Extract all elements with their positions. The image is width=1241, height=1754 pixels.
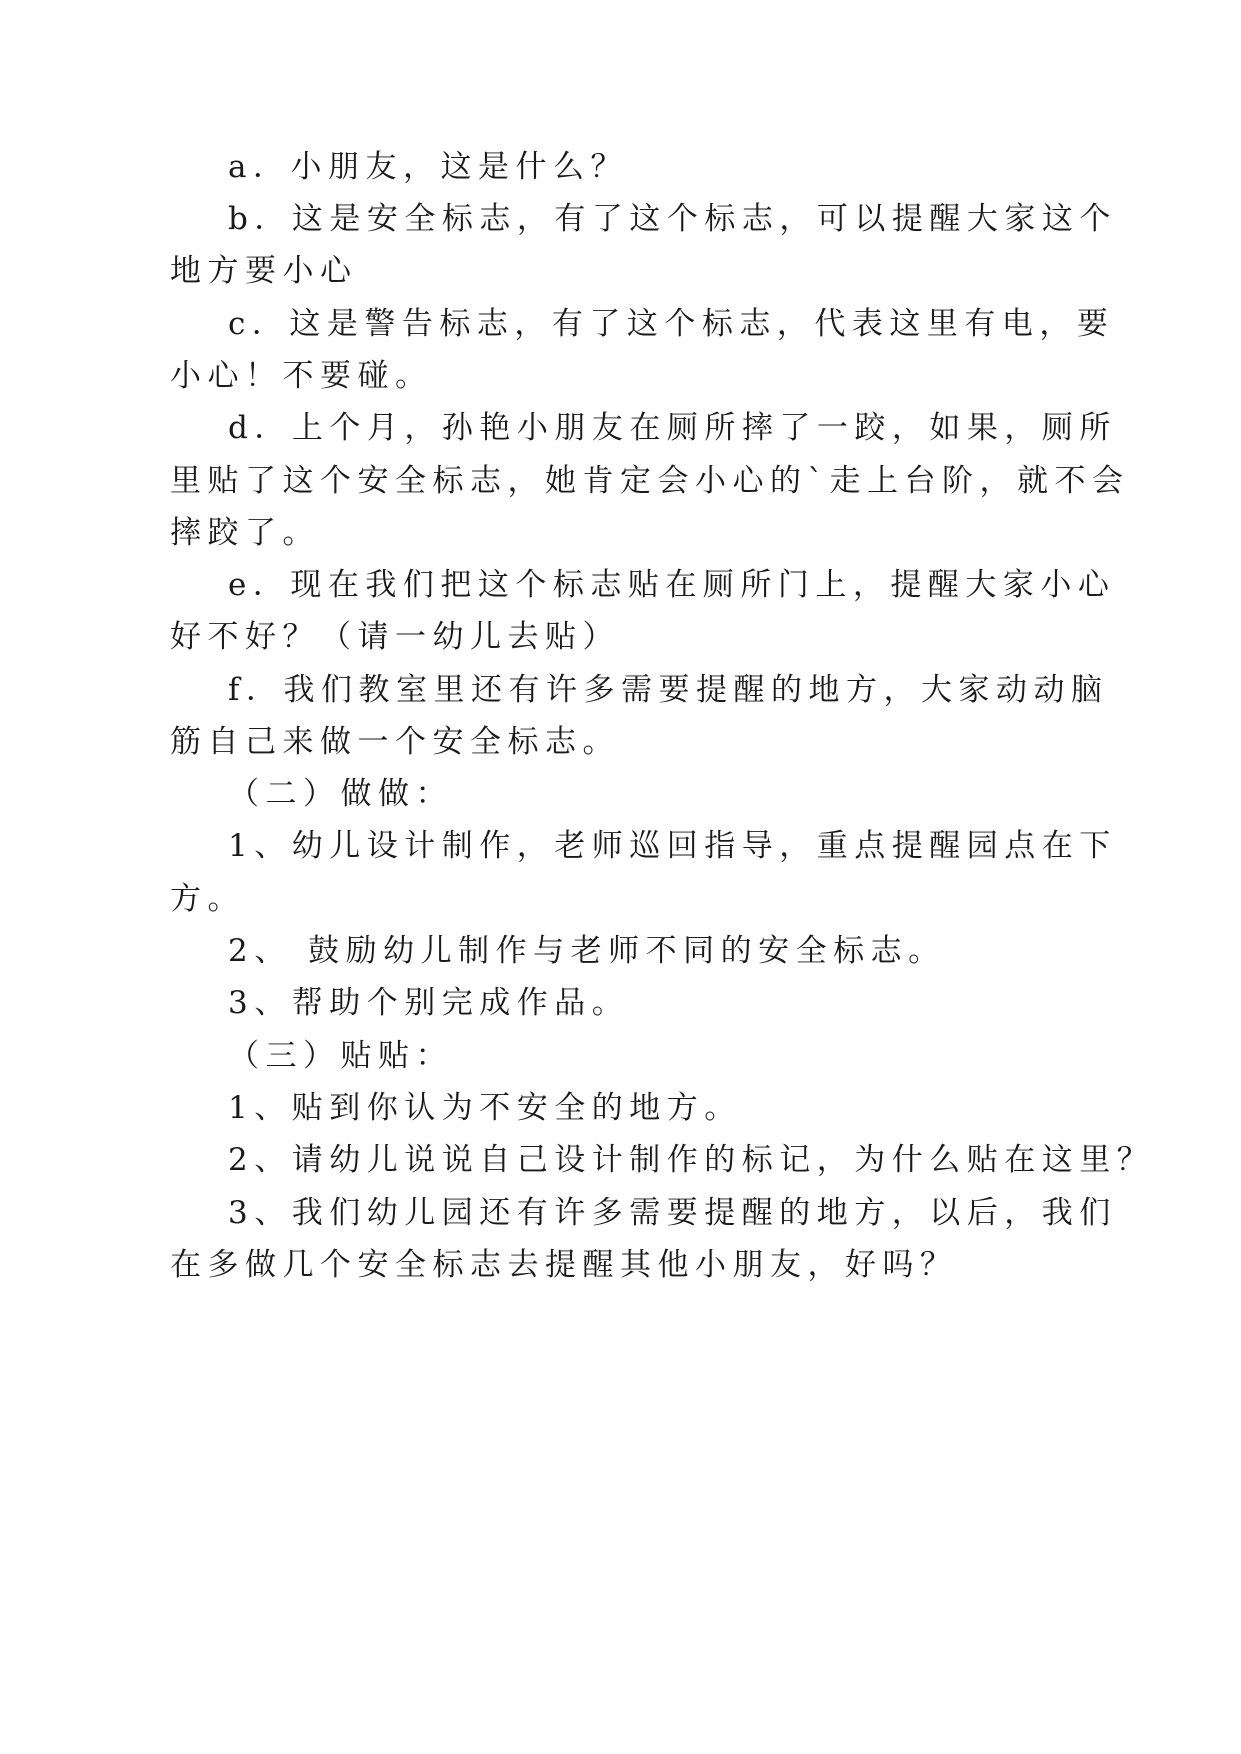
step-3-3-line-1: 3、我们幼儿园还有许多需要提醒的地方，以后，我们: [228, 1195, 1117, 1231]
paragraph-d-line-2: 里贴了这个安全标志，她肯定会小心的`走上台阶，就不会: [170, 463, 1130, 499]
paragraph-f-line-1: f．我们教室里还有许多需要提醒的地方，大家动动脑: [228, 672, 1109, 708]
step-2-1-line-1: 1、幼儿设计制作，老师巡回指导，重点提醒园点在下: [228, 828, 1117, 864]
step-2-2: 2、 鼓励幼儿制作与老师不同的安全标志。: [228, 933, 946, 969]
paragraph-f-line-2: 筋自己来做一个安全标志。: [170, 724, 620, 760]
paragraph-c-line-2: 小心！不要碰。: [170, 358, 433, 394]
paragraph-d-line-3: 摔跤了。: [170, 515, 320, 551]
paragraph-c-line-1: c．这是警告标志，有了这个标志，代表这里有电，要: [228, 306, 1115, 342]
step-3-1: 1、贴到你认为不安全的地方。: [228, 1090, 742, 1126]
paragraph-e-line-1: e．现在我们把这个标志贴在厕所门上，提醒大家小心: [228, 567, 1116, 603]
paragraph-d-line-1: d．上个月，孙艳小朋友在厕所摔了一跤，如果，厕所: [228, 410, 1117, 446]
step-3-3-line-2: 在多做几个安全标志去提醒其他小朋友，好吗？: [170, 1247, 958, 1283]
step-2-1-line-2: 方。: [170, 881, 245, 917]
step-2-3: 3、帮助个别完成作品。: [228, 985, 630, 1021]
paragraph-a-line-1: a．小朋友，这是什么？: [228, 149, 628, 185]
paragraph-b-line-2: 地方要小心: [170, 253, 358, 289]
section-heading-two: （二）做做：: [228, 776, 453, 812]
paragraph-b-line-1: b．这是安全标志，有了这个标志，可以提醒大家这个: [228, 201, 1117, 237]
section-heading-three: （三）贴贴：: [228, 1038, 453, 1074]
step-3-2: 2、请幼儿说说自己设计制作的标记，为什么贴在这里？: [228, 1142, 1155, 1178]
paragraph-e-line-2: 好不好？（请一幼儿去贴）: [170, 619, 620, 655]
